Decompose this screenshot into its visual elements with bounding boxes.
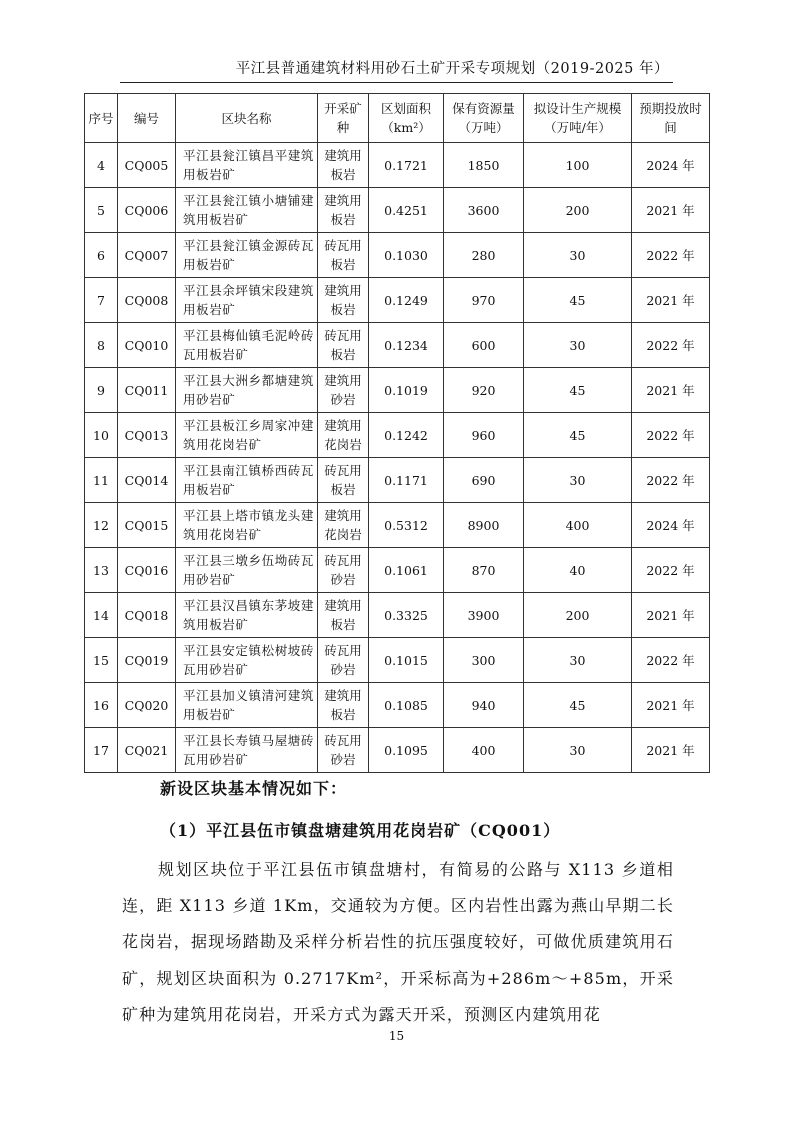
table-row bbox=[85, 458, 710, 503]
cell-capacity: 45 bbox=[524, 683, 632, 728]
cell-launch-time: 2022 年 bbox=[632, 548, 710, 593]
cell-capacity: 30 bbox=[524, 638, 632, 683]
cell-code: CQ018 bbox=[118, 593, 176, 638]
cell-capacity: 30 bbox=[524, 323, 632, 368]
table-row bbox=[85, 233, 710, 278]
cell-area: 0.1030 bbox=[369, 233, 444, 278]
cell-index: 10 bbox=[85, 413, 118, 458]
cell-code: CQ013 bbox=[118, 413, 176, 458]
cell-reserves: 690 bbox=[444, 458, 524, 503]
cell-reserves: 1850 bbox=[444, 143, 524, 188]
cell-code: CQ011 bbox=[118, 368, 176, 413]
cell-reserves: 960 bbox=[444, 413, 524, 458]
cell-index: 15 bbox=[85, 638, 118, 683]
cell-launch-time: 2021 年 bbox=[632, 728, 710, 773]
table-row bbox=[85, 593, 710, 638]
cell-launch-time: 2021 年 bbox=[632, 593, 710, 638]
table-row bbox=[85, 503, 710, 548]
cell-area: 0.1095 bbox=[369, 728, 444, 773]
cell-launch-time: 2024 年 bbox=[632, 503, 710, 548]
cell-code: CQ008 bbox=[118, 278, 176, 323]
cell-launch-time: 2022 年 bbox=[632, 233, 710, 278]
cell-reserves: 3900 bbox=[444, 593, 524, 638]
cell-mineral: 建筑用花岗岩 bbox=[318, 413, 369, 458]
cell-index: 6 bbox=[85, 233, 118, 278]
cell-block-name: 平江县安定镇松树坡砖瓦用砂岩矿 bbox=[176, 638, 318, 683]
cell-block-name: 平江县长寿镇马屋塘砖瓦用砂岩矿 bbox=[176, 728, 318, 773]
cell-mineral: 建筑用砂岩 bbox=[318, 368, 369, 413]
cell-block-name: 平江县南江镇桥西砖瓦用板岩矿 bbox=[176, 458, 318, 503]
cell-mineral: 砖瓦用板岩 bbox=[318, 233, 369, 278]
cell-launch-time: 2022 年 bbox=[632, 638, 710, 683]
cell-reserves: 280 bbox=[444, 233, 524, 278]
cell-block-name: 平江县余坪镇宋段建筑用板岩矿 bbox=[176, 278, 318, 323]
cell-index: 11 bbox=[85, 458, 118, 503]
cell-index: 13 bbox=[85, 548, 118, 593]
cell-area: 0.1242 bbox=[369, 413, 444, 458]
cell-mineral: 砖瓦用板岩 bbox=[318, 323, 369, 368]
cell-launch-time: 2021 年 bbox=[632, 683, 710, 728]
cell-code: CQ014 bbox=[118, 458, 176, 503]
cell-area: 0.1085 bbox=[369, 683, 444, 728]
cell-area: 0.4251 bbox=[369, 188, 444, 233]
cell-reserves: 920 bbox=[444, 368, 524, 413]
cell-block-name: 平江县加义镇清河建筑用板岩矿 bbox=[176, 683, 318, 728]
body-paragraph bbox=[122, 852, 674, 1033]
cell-area: 0.1019 bbox=[369, 368, 444, 413]
table-row bbox=[85, 188, 710, 233]
cell-reserves: 300 bbox=[444, 638, 524, 683]
cell-block-name: 平江县瓮江镇昌平建筑用板岩矿 bbox=[176, 143, 318, 188]
table-row bbox=[85, 143, 710, 188]
cell-code: CQ021 bbox=[118, 728, 176, 773]
cell-area: 0.1015 bbox=[369, 638, 444, 683]
cell-mineral: 建筑用板岩 bbox=[318, 188, 369, 233]
cell-index: 4 bbox=[85, 143, 118, 188]
cell-capacity: 45 bbox=[524, 278, 632, 323]
table-row bbox=[85, 413, 710, 458]
table-row bbox=[85, 278, 710, 323]
cell-launch-time: 2024 年 bbox=[632, 143, 710, 188]
cell-index: 5 bbox=[85, 188, 118, 233]
cell-code: CQ020 bbox=[118, 683, 176, 728]
header-title: 平江县普通建筑材料用砂石土矿开采专项规划（2019-2025 年） bbox=[235, 61, 669, 77]
col-header-index: 序号 bbox=[85, 94, 118, 143]
section-heading: （1）平江县伍市镇盘塘建筑用花岗岩矿（CQ001） bbox=[160, 821, 561, 840]
table-row bbox=[85, 683, 710, 728]
table-header-row bbox=[85, 94, 710, 143]
cell-index: 9 bbox=[85, 368, 118, 413]
cell-index: 14 bbox=[85, 593, 118, 638]
cell-index: 12 bbox=[85, 503, 118, 548]
cell-capacity: 30 bbox=[524, 728, 632, 773]
cell-reserves: 3600 bbox=[444, 188, 524, 233]
page-number: 15 bbox=[388, 1029, 405, 1043]
cell-code: CQ016 bbox=[118, 548, 176, 593]
cell-code: CQ007 bbox=[118, 233, 176, 278]
cell-block-name: 平江县三墩乡伍坳砖瓦用砂岩矿 bbox=[176, 548, 318, 593]
col-header-capacity: 拟设计生产规模（万吨/年） bbox=[524, 94, 632, 143]
col-header-code: 编号 bbox=[118, 94, 176, 143]
cell-area: 0.1171 bbox=[369, 458, 444, 503]
cell-launch-time: 2022 年 bbox=[632, 458, 710, 503]
cell-mineral: 建筑用花岗岩 bbox=[318, 503, 369, 548]
cell-area: 0.1061 bbox=[369, 548, 444, 593]
cell-index: 17 bbox=[85, 728, 118, 773]
cell-code: CQ005 bbox=[118, 143, 176, 188]
cell-mineral: 建筑用板岩 bbox=[318, 278, 369, 323]
cell-mineral: 建筑用板岩 bbox=[318, 143, 369, 188]
cell-area: 0.1234 bbox=[369, 323, 444, 368]
col-header-reserves: 保有资源量（万吨） bbox=[444, 94, 524, 143]
cell-index: 7 bbox=[85, 278, 118, 323]
cell-capacity: 200 bbox=[524, 593, 632, 638]
cell-capacity: 40 bbox=[524, 548, 632, 593]
cell-capacity: 200 bbox=[524, 188, 632, 233]
cell-code: CQ010 bbox=[118, 323, 176, 368]
col-header-launch-time: 预期投放时间 bbox=[632, 94, 710, 143]
cell-block-name: 平江县上塔市镇龙头建筑用花岗岩矿 bbox=[176, 503, 318, 548]
cell-launch-time: 2021 年 bbox=[632, 278, 710, 323]
cell-area: 0.1249 bbox=[369, 278, 444, 323]
cell-reserves: 400 bbox=[444, 728, 524, 773]
cell-mineral: 建筑用板岩 bbox=[318, 683, 369, 728]
cell-reserves: 940 bbox=[444, 683, 524, 728]
cell-reserves: 8900 bbox=[444, 503, 524, 548]
cell-reserves: 870 bbox=[444, 548, 524, 593]
cell-block-name: 平江县板江乡周家冲建筑用花岗岩矿 bbox=[176, 413, 318, 458]
cell-reserves: 970 bbox=[444, 278, 524, 323]
section-intro: 新设区块基本情况如下： bbox=[160, 779, 348, 798]
table-row bbox=[85, 368, 710, 413]
cell-launch-time: 2021 年 bbox=[632, 368, 710, 413]
paragraph-text: 规划区块位于平江县伍市镇盘塘村，有简易的公路与 X113 乡道相连，距 X113 乡道 1Km，交通较为方便。区内岩性出露为燕山早期二长花岗岩，据现场踏勘及采样分析岩性的抗压强度较好，可做优质建筑用石矿，规划区块面积为 0.2717Km²，开采标高为+286m～+85m，开采矿种为建筑用花岗岩，开采方式为露天开采，预测区内建筑用花 bbox=[122, 860, 674, 1024]
table-row bbox=[85, 728, 710, 773]
cell-area: 0.3325 bbox=[369, 593, 444, 638]
cell-block-name: 平江县梅仙镇毛泥岭砖瓦用板岩矿 bbox=[176, 323, 318, 368]
col-header-area: 区划面积（km²） bbox=[369, 94, 444, 143]
mine-block-table bbox=[84, 93, 710, 773]
cell-capacity: 400 bbox=[524, 503, 632, 548]
cell-capacity: 30 bbox=[524, 458, 632, 503]
cell-launch-time: 2021 年 bbox=[632, 188, 710, 233]
cell-block-name: 平江县瓮江镇金源砖瓦用板岩矿 bbox=[176, 233, 318, 278]
cell-mineral: 建筑用板岩 bbox=[318, 593, 369, 638]
cell-capacity: 45 bbox=[524, 413, 632, 458]
cell-index: 16 bbox=[85, 683, 118, 728]
col-header-mineral: 开采矿种 bbox=[318, 94, 369, 143]
cell-capacity: 100 bbox=[524, 143, 632, 188]
table-row bbox=[85, 548, 710, 593]
table-body bbox=[85, 143, 710, 773]
page-header bbox=[120, 56, 673, 83]
cell-block-name: 平江县瓮江镇小塘铺建筑用板岩矿 bbox=[176, 188, 318, 233]
cell-block-name: 平江县大洲乡都塘建筑用砂岩矿 bbox=[176, 368, 318, 413]
cell-block-name: 平江县汉昌镇东茅坡建筑用板岩矿 bbox=[176, 593, 318, 638]
cell-code: CQ006 bbox=[118, 188, 176, 233]
cell-capacity: 45 bbox=[524, 368, 632, 413]
cell-area: 0.1721 bbox=[369, 143, 444, 188]
cell-code: CQ015 bbox=[118, 503, 176, 548]
cell-launch-time: 2022 年 bbox=[632, 323, 710, 368]
cell-reserves: 600 bbox=[444, 323, 524, 368]
cell-code: CQ019 bbox=[118, 638, 176, 683]
cell-mineral: 砖瓦用砂岩 bbox=[318, 638, 369, 683]
cell-launch-time: 2022 年 bbox=[632, 413, 710, 458]
cell-capacity: 30 bbox=[524, 233, 632, 278]
cell-mineral: 砖瓦用板岩 bbox=[318, 458, 369, 503]
cell-mineral: 砖瓦用砂岩 bbox=[318, 728, 369, 773]
cell-index: 8 bbox=[85, 323, 118, 368]
cell-mineral: 砖瓦用砂岩 bbox=[318, 548, 369, 593]
table-row bbox=[85, 638, 710, 683]
cell-area: 0.5312 bbox=[369, 503, 444, 548]
table-row bbox=[85, 323, 710, 368]
col-header-block-name: 区块名称 bbox=[176, 94, 318, 143]
